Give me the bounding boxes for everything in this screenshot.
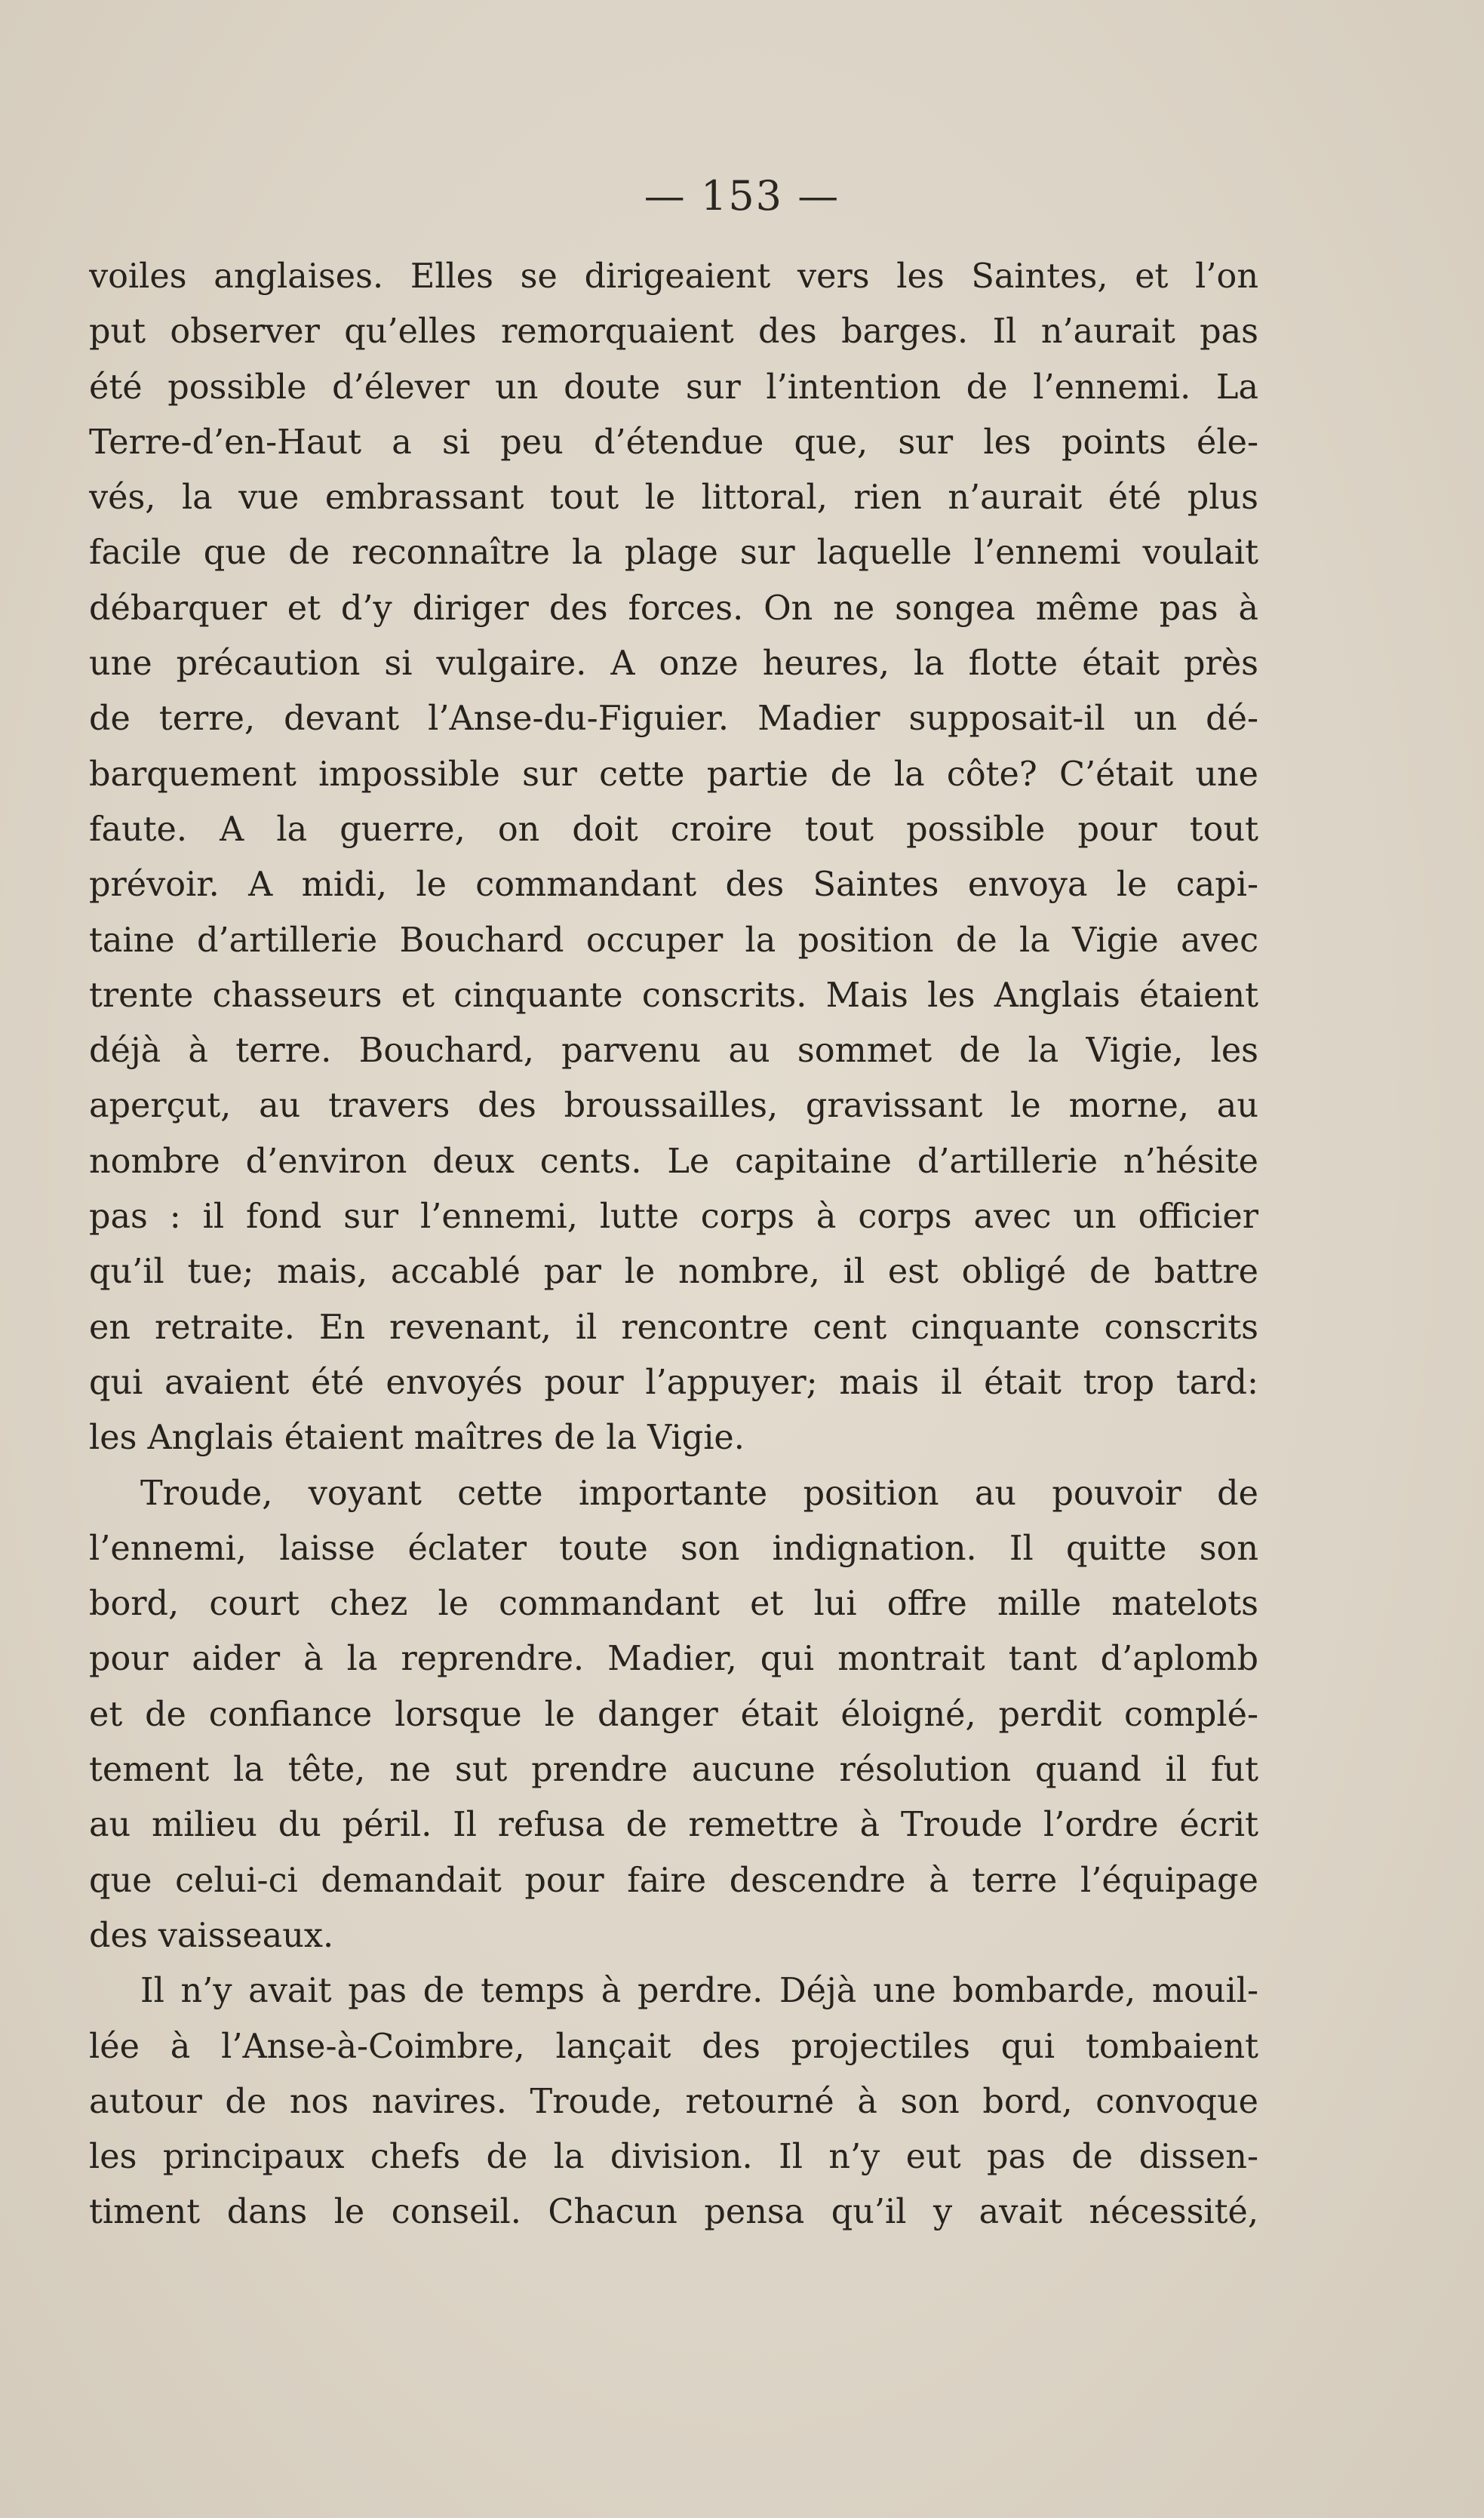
text-line: qu’il tue; mais, accablé par le nombre, il est obligé de battre — [89, 1253, 1258, 1292]
text-line: nombre d’environ deux cents. Le capitaine d’artillerie n’hésite — [89, 1142, 1258, 1181]
text-line: tement la tête, ne sut prendre aucune résolution quand il fut — [89, 1751, 1258, 1790]
text-line: Troude, voyant cette importante position au pouvoir de — [140, 1474, 1258, 1513]
text-line: facile que de reconnaître la plage sur laquelle l’ennemi voulait — [89, 533, 1258, 573]
text-line: trente chasseurs et cinquante conscrits. Mais les Anglais étaient — [89, 976, 1258, 1015]
page-number: — 153 — — [644, 172, 840, 220]
text-line: été possible d’élever un doute sur l’intention de l’ennemi. La — [89, 367, 1258, 407]
text-line: Il n’y avait pas de temps à perdre. Déjà une bombarde, mouil- — [140, 1972, 1258, 2011]
text-line: que celui-ci demandait pour faire descendre à terre l’équipage — [89, 1861, 1258, 1900]
text-line: put observer qu’elles remorquaient des barges. Il n’aurait pas — [89, 312, 1258, 352]
text-line: déjà à terre. Bouchard, parvenu au sommet de la Vigie, les — [89, 1031, 1258, 1071]
text-line: les Anglais étaient maîtres de la Vigie. — [89, 1419, 745, 1458]
text-line: pour aider à la reprendre. Madier, qui montrait tant d’aplomb — [89, 1640, 1258, 1679]
text-line: pas : il fond sur l’ennemi, lutte corps à corps avec un officier — [89, 1198, 1258, 1237]
text-line: prévoir. A midi, le commandant des Saintes envoya le capi- — [89, 865, 1258, 905]
body-text — [89, 249, 1258, 2240]
text-line: aperçut, au travers des broussailles, gravissant le morne, au — [89, 1087, 1258, 1126]
text-line: timent dans le conseil. Chacun pensa qu’il y avait nécessité, — [89, 2193, 1258, 2232]
text-line: autour de nos navires. Troude, retourné à son bord, convoque — [89, 2082, 1258, 2121]
text-line: l’ennemi, laisse éclater toute son indignation. Il quitte son — [89, 1529, 1258, 1568]
text-line: de terre, devant l’Anse-du-Figuier. Madier supposait-il un dé- — [89, 699, 1258, 739]
text-line: des vaisseaux. — [89, 1916, 334, 1955]
text-line: faute. A la guerre, on doit croire tout possible pour tout — [89, 810, 1258, 849]
text-line: en retraite. En revenant, il rencontre cent cinquante conscrits — [89, 1308, 1258, 1347]
text-line: bord, court chez le commandant et lui offre mille matelots — [89, 1585, 1258, 1624]
text-line: les principaux chefs de la division. Il n’y eut pas de dissen- — [89, 2138, 1258, 2177]
text-line: taine d’artillerie Bouchard occuper la position de la Vigie avec — [89, 921, 1258, 960]
text-line: une précaution si vulgaire. A onze heures, la flotte était près — [89, 644, 1258, 684]
text-line: lée à l’Anse-à-Coimbre, lançait des projectiles qui tombaient — [89, 2027, 1258, 2066]
text-line: Terre-d’en-Haut a si peu d’étendue que, sur les points éle- — [89, 423, 1258, 462]
text-line: au milieu du péril. Il refusa de remettre à Troude l’ordre écrit — [89, 1806, 1258, 1845]
text-line: et de confiance lorsque le danger était éloigné, perdit complé- — [89, 1695, 1258, 1734]
text-line: débarquer et d’y diriger des forces. On ne songea même pas à — [89, 589, 1258, 628]
text-line: voiles anglaises. Elles se dirigeaient vers les Saintes, et l’on — [89, 257, 1258, 296]
text-line: vés, la vue embrassant tout le littoral, rien n’aurait été plus — [89, 478, 1258, 518]
text-line: qui avaient été envoyés pour l’appuyer; mais il était trop tard: — [89, 1363, 1258, 1402]
text-line: barquement impossible sur cette partie de la côte? C’était une — [89, 755, 1258, 794]
